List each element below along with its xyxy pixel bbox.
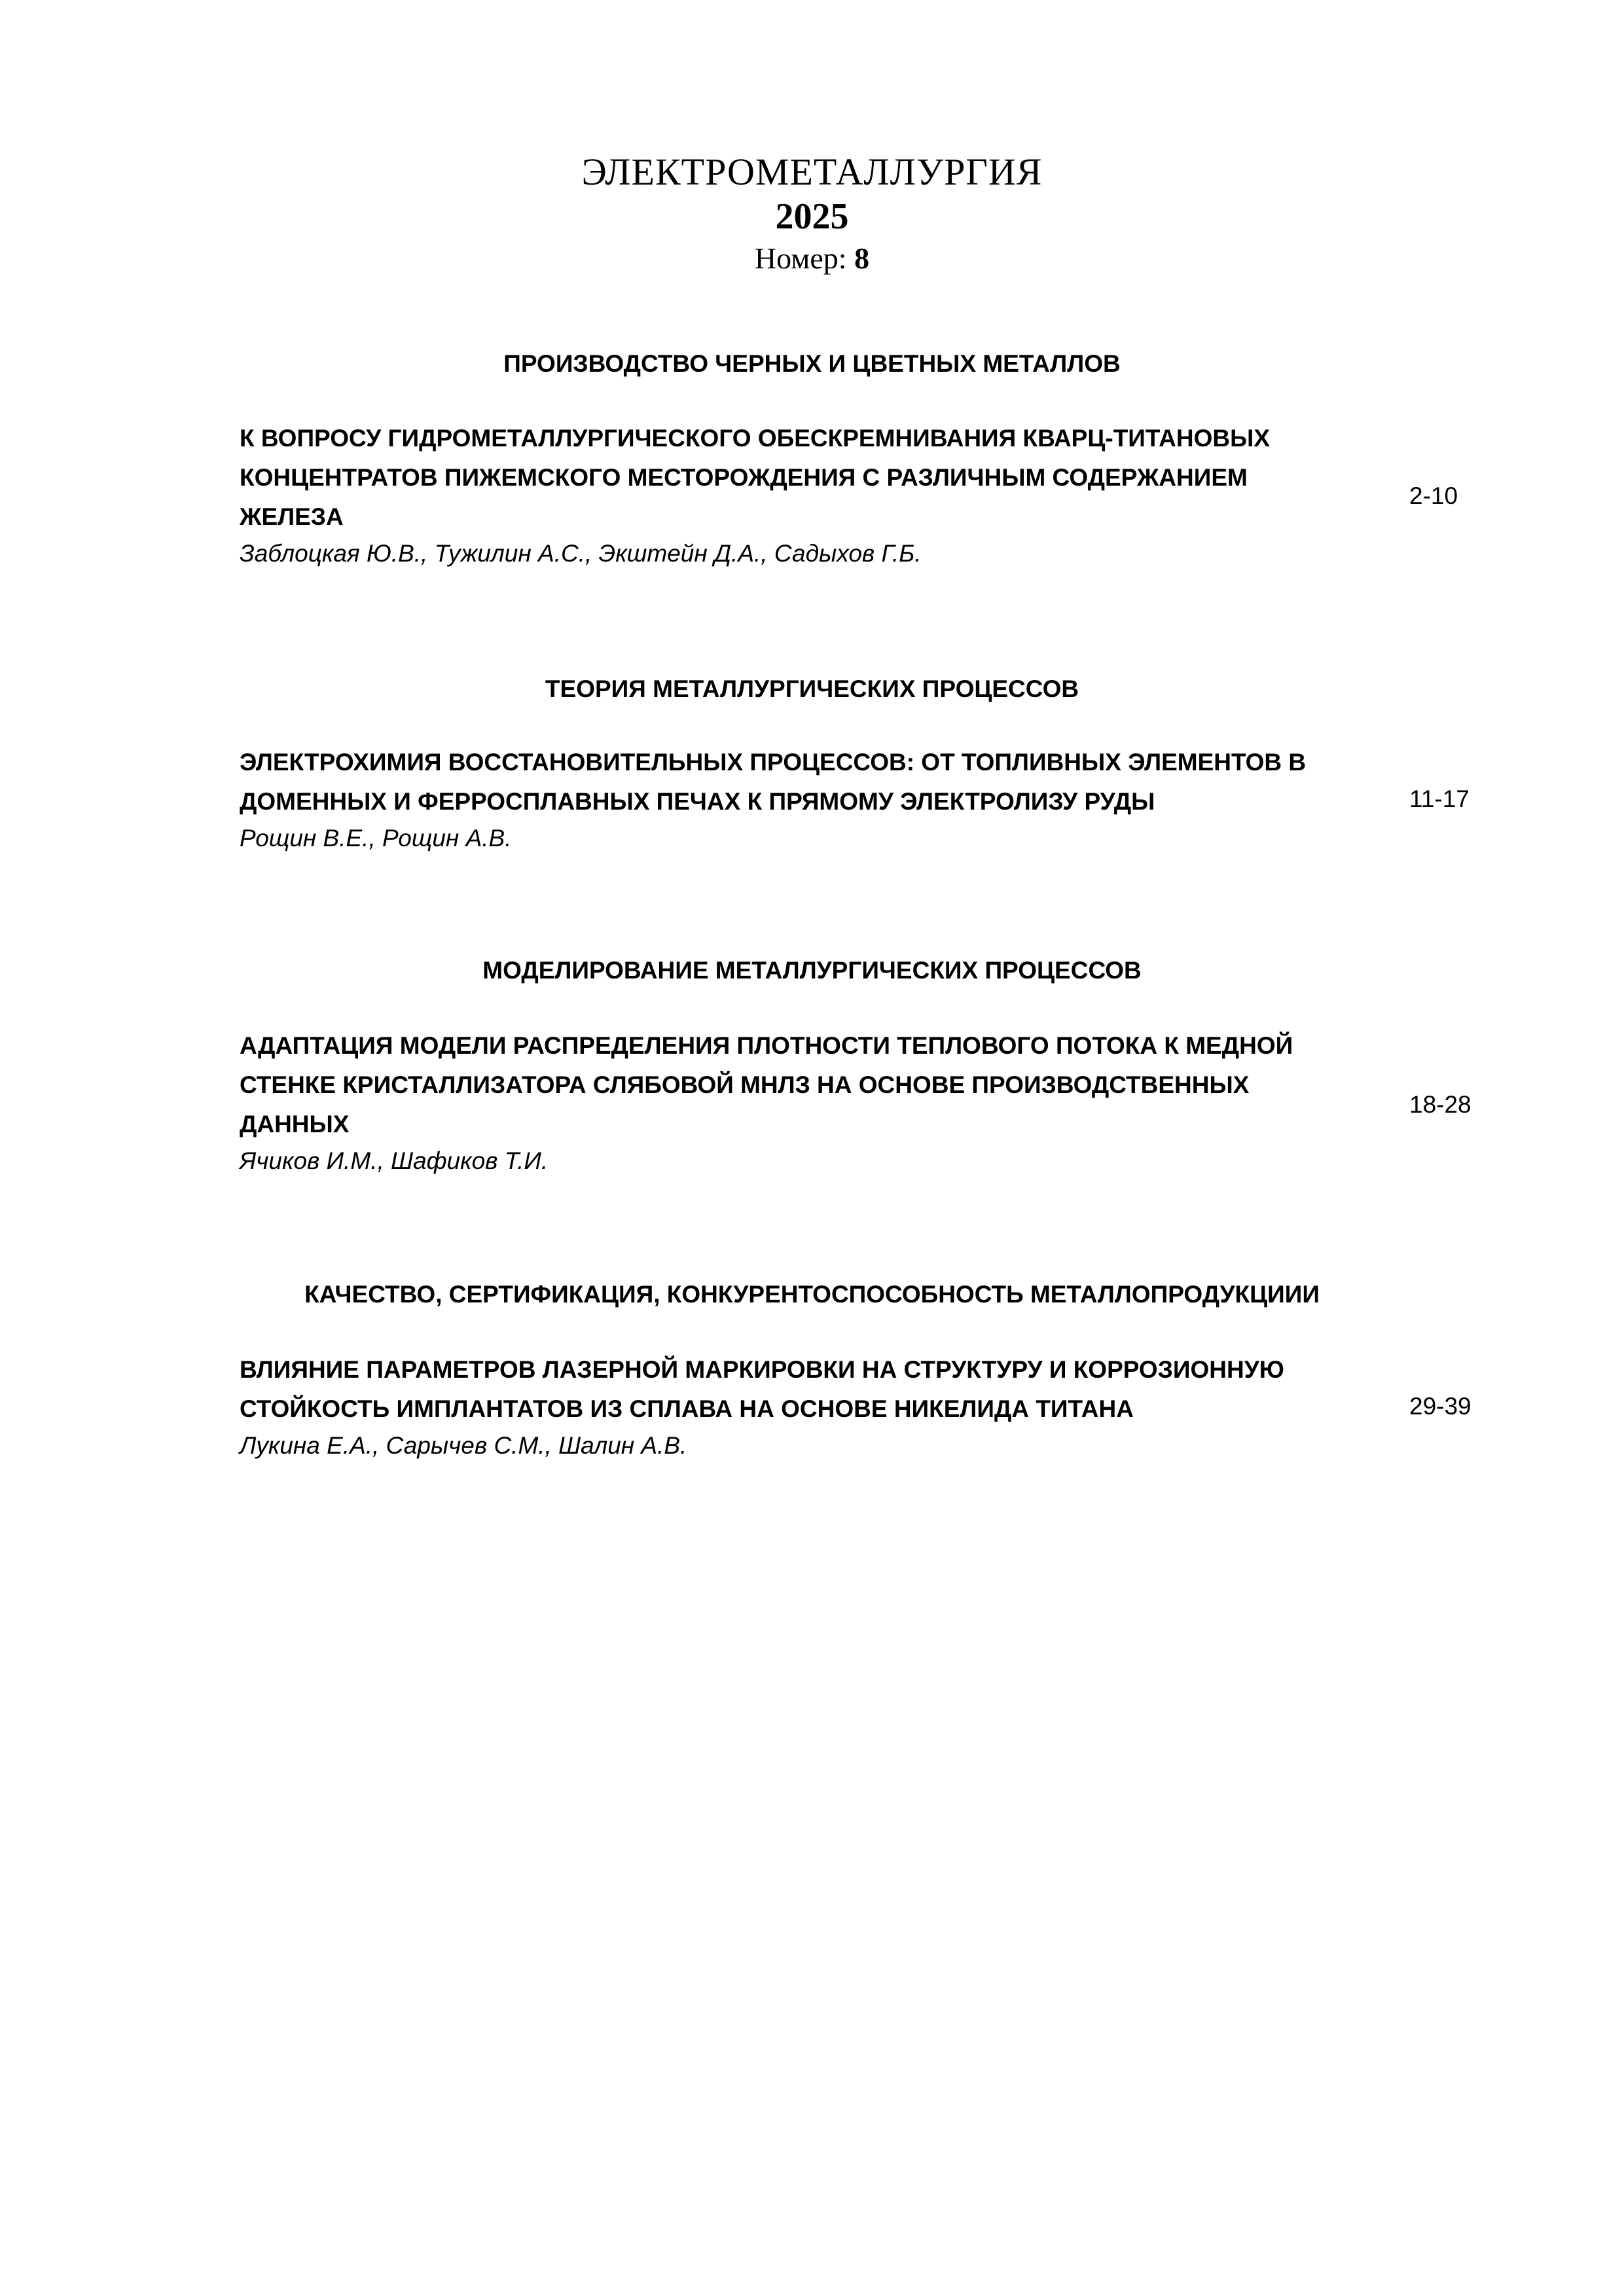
article-pages: 18-28	[1409, 1091, 1471, 1118]
issue-line	[0, 238, 1624, 279]
article-title-line: СТЕНКЕ КРИСТАЛЛИЗАТОРА СЛЯБОВОЙ МНЛЗ НА ОСНОВЕ ПРОИЗВОДСТВЕННЫХ	[240, 1071, 1250, 1098]
article-pages: 11-17	[1409, 785, 1470, 812]
article-title-line: СТОЙКОСТЬ ИМПЛАНТАТОВ ИЗ СПЛАВА НА ОСНОВЕ НИКЕЛИДА ТИТАНА	[240, 1395, 1134, 1422]
article-title[interactable]	[240, 1026, 1405, 1144]
article-title-line: ЭЛЕКТРОХИМИЯ ВОССТАНОВИТЕЛЬНЫХ ПРОЦЕССОВ: ОТ ТОПЛИВНЫХ ЭЛЕМЕНТОВ В	[240, 749, 1307, 776]
toc-entry[interactable]	[240, 1350, 1405, 1463]
article-pages: 29-39	[1409, 1393, 1471, 1420]
article-title-line: ДАННЫХ	[240, 1111, 350, 1138]
article-title[interactable]	[240, 419, 1405, 537]
issue-label: Номер:	[754, 242, 847, 275]
article-title-line: ВЛИЯНИЕ ПАРАМЕТРОВ ЛАЗЕРНОЙ МАРКИРОВКИ НА СТРУКТУРУ И КОРРОЗИОННУЮ	[240, 1356, 1284, 1383]
article-title-line: КОНЦЕНТРАТОВ ПИЖЕМСКОГО МЕСТОРОЖДЕНИЯ С РАЗЛИЧНЫМ СОДЕРЖАНИЕМ	[240, 464, 1248, 491]
article-title-line: ЖЕЛЕЗА	[240, 503, 344, 530]
toc-entry[interactable]	[240, 419, 1405, 571]
toc-entry[interactable]	[240, 743, 1405, 855]
section-heading: МОДЕЛИРОВАНИЕ МЕТАЛЛУРГИЧЕСКИХ ПРОЦЕССОВ	[482, 957, 1142, 984]
article-title-line: ДОМЕННЫХ И ФЕРРОСПЛАВНЫХ ПЕЧАХ К ПРЯМОМУ ЭЛЕКТРОЛИЗУ РУДЫ	[240, 788, 1155, 815]
article-pages: 2-10	[1409, 482, 1458, 509]
article-title[interactable]	[240, 743, 1405, 821]
section-heading: ТЕОРИЯ МЕТАЛЛУРГИЧЕСКИХ ПРОЦЕССОВ	[545, 675, 1079, 702]
toc-entry[interactable]	[240, 1026, 1405, 1178]
journal-year: 2025	[775, 196, 849, 237]
journal-title: ЭЛЕКТРОМЕТАЛЛУРГИЯ	[581, 151, 1043, 193]
masthead	[0, 149, 1624, 279]
article-title-line: АДАПТАЦИЯ МОДЕЛИ РАСПРЕДЕЛЕНИЯ ПЛОТНОСТИ ТЕПЛОВОГО ПОТОКА К МЕДНОЙ	[240, 1032, 1293, 1059]
issue-number: 8	[854, 242, 870, 275]
article-title[interactable]	[240, 1350, 1405, 1429]
section-heading: КАЧЕСТВО, СЕРТИФИКАЦИЯ, КОНКУРЕНТОСПОСОБНОСТЬ МЕТАЛЛОПРОДУКЦИИИ	[304, 1281, 1320, 1308]
section-heading: ПРОИЗВОДСТВО ЧЕРНЫХ И ЦВЕТНЫХ МЕТАЛЛОВ	[503, 350, 1121, 377]
article-authors: Лукина Е.А., Сарычев С.М., Шалин А.В.	[240, 1432, 687, 1459]
article-authors: Рощин В.Е., Рощин А.В.	[240, 825, 512, 852]
article-authors: Заблоцкая Ю.В., Тужилин А.С., Экштейн Д.А., Садыхов Г.Б.	[240, 540, 922, 567]
article-title-line: К ВОПРОСУ ГИДРОМЕТАЛЛУРГИЧЕСКОГО ОБЕСКРЕМНИВАНИЯ КВАРЦ-ТИТАНОВЫХ	[240, 425, 1271, 452]
article-authors: Ячиков И.М., Шафиков Т.И.	[240, 1147, 549, 1174]
